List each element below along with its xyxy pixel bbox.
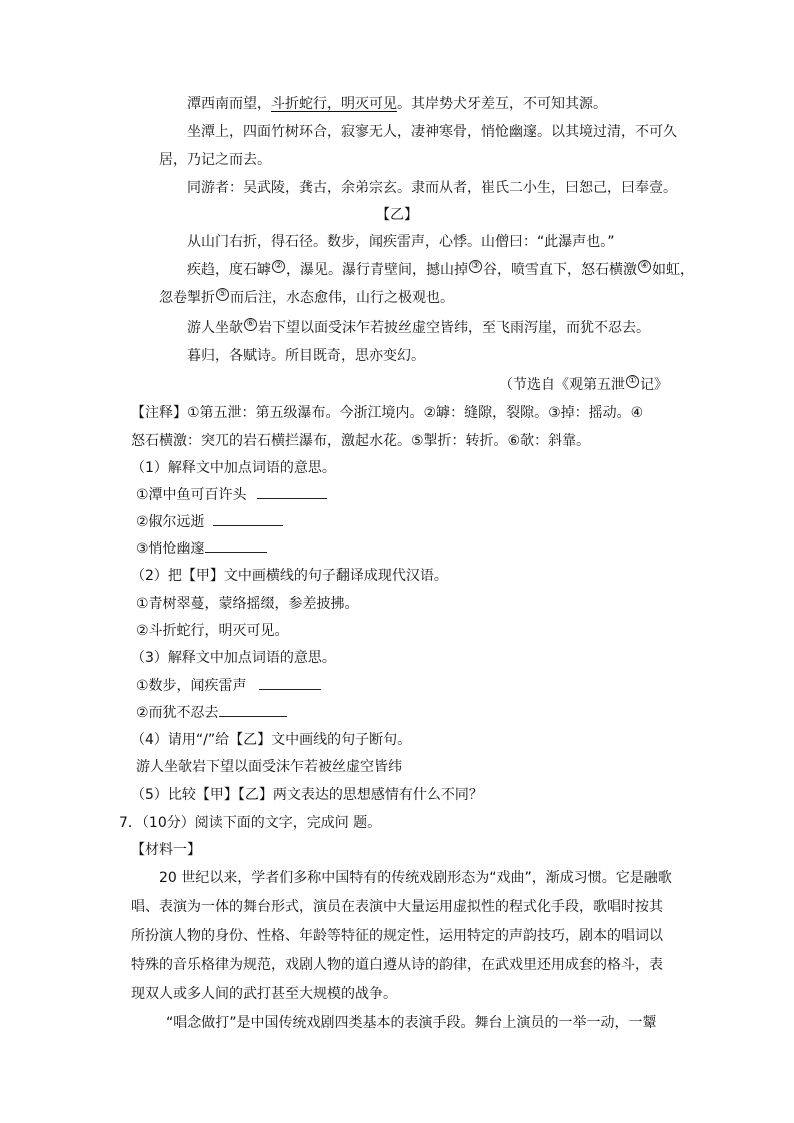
q3-item-a: ①数步，闻疾雷声 <box>136 676 321 696</box>
source-citation: （节选自《观第五泄 ① 记》 <box>499 376 668 393</box>
yi-heading: 【乙】 <box>376 207 418 223</box>
note-marker: ④ <box>638 260 651 273</box>
yi-para-4: 暮归，各赋诗。所目既奇，思亦变幻。 <box>187 348 425 364</box>
material-line-5: 现双人或多人间的武打甚至大规模的战争。 <box>131 986 397 1002</box>
material-line-4: 特殊的音乐格律为规范，戏剧人物的道白遵从诗的韵律，在武戏里还用成套的格斗，表 <box>131 957 663 973</box>
q2-item-b: ②斗折蛇行，明灭可见。 <box>136 623 289 639</box>
question-4: （4）请用“/”给【乙】文中画线的句子断句。 <box>131 732 412 748</box>
q1-item-a: ①潭中鱼可百许头 <box>136 485 327 505</box>
question-1: （1）解释文中加点词语的意思。 <box>131 460 336 476</box>
q1-item-c: ③悄怆幽邃 <box>136 539 267 559</box>
material-line-6: “唱念做打”是中国传统戏剧四类基本的表演手段。舞台上演员的一举一动，一颦 <box>166 1015 657 1031</box>
notes-line-2: 怒石横激：突兀的岩石横拦瀑布，激起水花。⑤掣折：转折。⑥欹：斜靠。 <box>131 433 591 449</box>
q2-item-a: ①青树翠蔓，蒙络摇缀，参差披拂。 <box>136 596 359 612</box>
jia-line-4: 同游者：吴武陵，龚古，余弟宗玄。隶而从者，崔氏二小生，曰恕己，曰奉壹。 <box>187 180 677 196</box>
answer-blank[interactable] <box>213 512 283 526</box>
note-marker: ⑤ <box>216 288 229 301</box>
q3-item-b: ②而犹不忍去 <box>136 703 287 723</box>
question-3: （3）解释文中加点词语的意思。 <box>131 650 336 666</box>
yi-para-1: 从山门右折，得石径。数步，闻疾雷声，心悸。山僧曰：“此瀑声也。” <box>187 234 615 250</box>
notes-line-1: 【注释】①第五泄：第五级瀑布。今浙江境内。②罅：缝隙，裂隙。③掉：摇动。④ <box>131 405 644 421</box>
q4-sentence: 游人坐欹岩下望以面受沫乍若被丝虚空皆纬 <box>136 759 402 775</box>
question-7-title: 7．（10分）阅读下面的文字，完成问 题。 <box>119 815 382 831</box>
note-marker: ② <box>272 260 285 273</box>
answer-blank[interactable] <box>257 485 327 499</box>
material-line-3: 所扮演人物的身份、性格、年龄等特征的规定性，运用特定的声韵技巧，剧本的唱词以 <box>131 928 663 944</box>
note-marker: ⑥ <box>244 318 257 331</box>
jia-line-2: 坐潭上，四面竹树环合，寂寥无人，凄神寒骨，悄怆幽邃。以其境过清，不可久 <box>187 124 677 140</box>
material-line-1: 20 世纪以来，学者们多称中国特有的传统戏剧形态为“戏曲”，渐成习惯。它是融歌 <box>159 870 672 886</box>
yi-para-3: 游人坐欹 ⑥ 岩下望以面受沫乍若披丝虚空皆纬，至飞雨泻崖，而犹不忍去。 <box>187 319 650 336</box>
jia-line-1: 潭西南而望，斗折蛇行，明灭可见。其岸势犬牙差互，不可知其源。 <box>187 96 607 112</box>
yi-para-2: 疾趋，度石罅 ② ，瀑见。瀑行青壁间，撼山掉 ③ 谷，喷雪直下，怒石横激 ④ 如虹， <box>187 261 694 278</box>
material-line-2: 唱、表演为一体的舞台形式，演员在表演中大量运用虚拟性的程式化手段，歌唱时按其 <box>131 899 663 915</box>
note-marker: ① <box>626 375 639 388</box>
note-marker: ③ <box>469 260 482 273</box>
question-5: （5）比较【甲】【乙】两文表达的思想感情有什么不同？ <box>131 787 483 803</box>
answer-blank[interactable] <box>259 676 321 690</box>
answer-blank[interactable] <box>205 539 267 553</box>
material-1-label: 【材料一】 <box>131 842 201 858</box>
jia-line-3: 居，乃记之而去。 <box>159 152 271 168</box>
underlined-sentence: 斗折蛇行，明灭可见 <box>271 96 397 112</box>
yi-para-2-cont: 忽卷掣折 ⑤ 而后注，水态愈伟，山行之极观也。 <box>159 289 454 306</box>
q1-item-b: ②俶尔远逝 <box>136 512 283 532</box>
answer-blank[interactable] <box>219 703 287 717</box>
question-2: （2）把【甲】文中画横线的句子翻译成现代汉语。 <box>131 568 448 584</box>
